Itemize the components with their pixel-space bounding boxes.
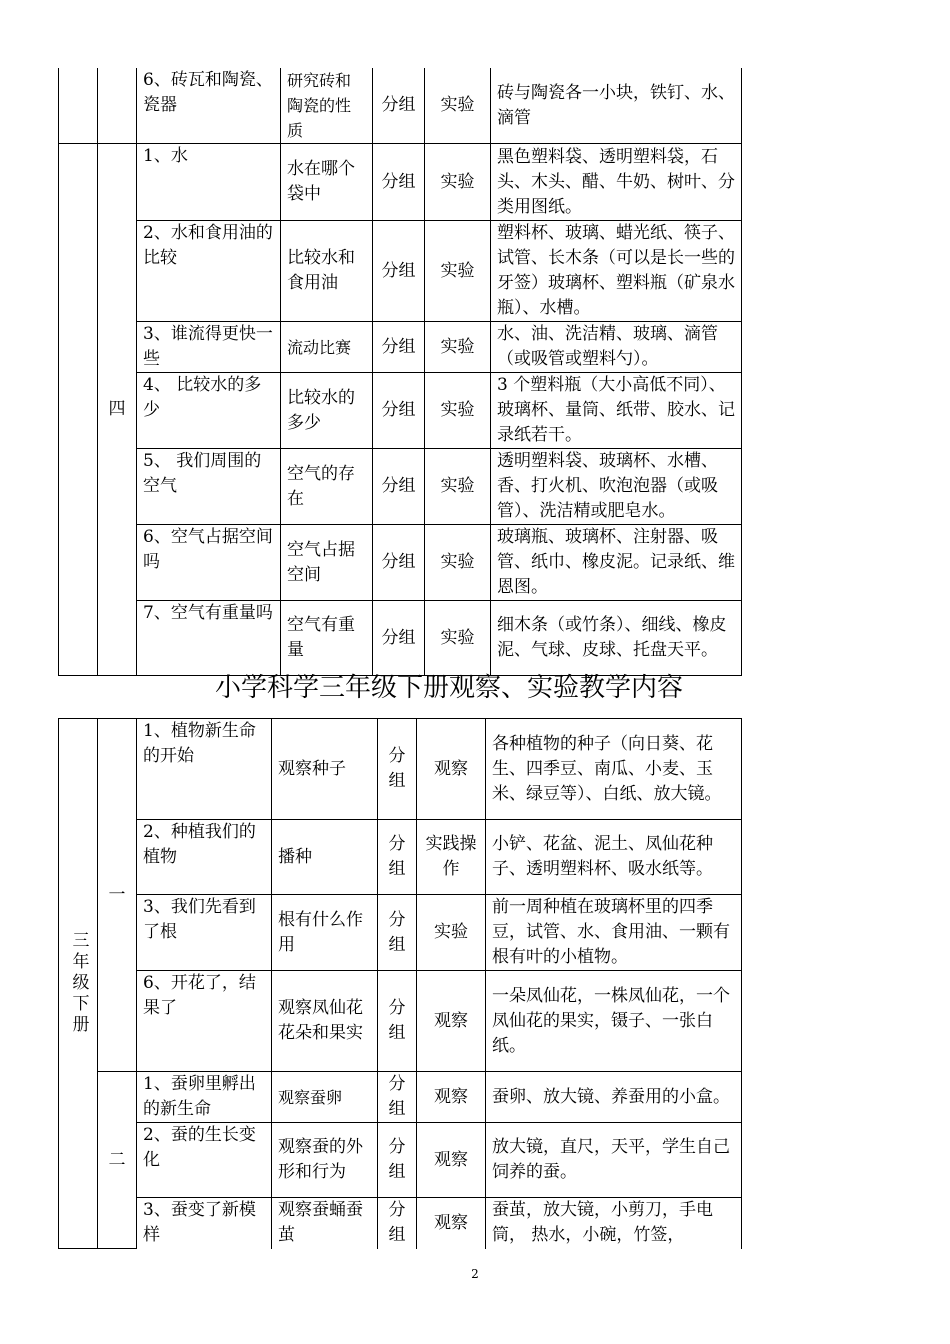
section-title: 小学科学三年级下册观察、实验教学内容 — [215, 673, 684, 703]
lesson-cell: 2、种植我们的植物 — [137, 820, 272, 895]
lesson-cell: 1、水 — [137, 144, 281, 221]
table-row — [59, 373, 742, 449]
table-row — [59, 895, 742, 971]
table-row — [59, 820, 742, 895]
type-cell: 观察 — [417, 1123, 486, 1198]
table-row — [59, 1123, 742, 1198]
content-cell: 空气占据空间 — [281, 525, 373, 601]
materials-cell: 塑料杯、玻璃、蜡光纸、筷子、试管、长木条（可以是长一些的牙签）玻璃杯、塑料瓶（矿泉水瓶）、水槽。 — [491, 221, 742, 322]
type-cell: 实验 — [425, 373, 491, 449]
type-cell: 实验 — [425, 525, 491, 601]
content-cell: 空气有重量 — [281, 601, 373, 676]
materials-cell: 黑色塑料袋、透明塑料袋，石头、木头、醋、牛奶、树叶、分类用图纸。 — [491, 144, 742, 221]
table-row — [59, 971, 742, 1072]
materials-cell: 蚕茧，放大镜，小剪刀，手电筒， 热水，小碗，竹签， — [486, 1198, 742, 1249]
content-cell: 空气的存在 — [281, 449, 373, 525]
type-cell: 观察 — [417, 971, 486, 1072]
lesson-cell: 2、水和食用油的比较 — [137, 221, 281, 322]
form-cell: 分组 — [378, 1072, 417, 1123]
type-cell: 实验 — [425, 68, 491, 144]
grade-label-cell — [59, 719, 98, 1249]
lesson-cell: 5、 我们周围的空气 — [137, 449, 281, 525]
grade-label: 三年级下册 — [68, 931, 89, 1036]
materials-cell: 细木条（或竹条）、细线、橡皮泥、气球、皮球、托盘天平。 — [491, 601, 742, 676]
form-cell: 分组 — [378, 820, 417, 895]
form-cell: 分组 — [373, 373, 425, 449]
grade-cell — [59, 144, 98, 676]
materials-cell: 3 个塑料瓶（大小高低不同）、玻璃杯、量筒、纸带、胶水、记录纸若干。 — [491, 373, 742, 449]
materials-cell: 前一周种植在玻璃杯里的四季豆，试管、水、食用油、一颗有根有叶的小植物。 — [486, 895, 742, 971]
type-cell: 观察 — [417, 1072, 486, 1123]
lesson-cell: 3、我们先看到了根 — [137, 895, 272, 971]
content-cell: 研究砖和陶瓷的性质 — [281, 68, 373, 144]
materials-cell: 玻璃瓶、玻璃杯、注射器、吸管、纸巾、橡皮泥。记录纸、维恩图。 — [491, 525, 742, 601]
form-cell: 分组 — [373, 525, 425, 601]
form-cell: 分组 — [378, 1198, 417, 1249]
lesson-cell: 4、 比较水的多少 — [137, 373, 281, 449]
unit-label: 一 — [98, 719, 137, 1072]
content-cell: 播种 — [272, 820, 378, 895]
table-row — [59, 1198, 742, 1249]
content-cell: 观察凤仙花花朵和果实 — [272, 971, 378, 1072]
content-cell: 观察蚕蛹蚕茧 — [272, 1198, 378, 1249]
page-number: 2 — [471, 1267, 479, 1281]
table-row — [59, 719, 742, 820]
lesson-cell: 6、砖瓦和陶瓷、瓷器 — [137, 68, 281, 144]
content-cell: 观察种子 — [272, 719, 378, 820]
content-cell: 比较水和食用油 — [281, 221, 373, 322]
form-cell: 分组 — [373, 449, 425, 525]
content-cell: 观察蚕的外形和行为 — [272, 1123, 378, 1198]
lesson-cell: 1、植物新生命的开始 — [137, 719, 272, 820]
grade-cell — [59, 68, 98, 144]
form-cell: 分组 — [378, 971, 417, 1072]
type-cell: 实验 — [425, 144, 491, 221]
type-cell: 实践操作 — [417, 820, 486, 895]
type-cell: 实验 — [425, 449, 491, 525]
materials-cell: 蚕卵、放大镜、养蚕用的小盒。 — [486, 1072, 742, 1123]
materials-cell: 放大镜，直尺，天平，学生自己饲养的蚕。 — [486, 1123, 742, 1198]
content-cell: 观察蚕卵 — [272, 1072, 378, 1123]
content-cell: 水在哪个袋中 — [281, 144, 373, 221]
table-row — [59, 144, 742, 221]
content-cell: 流动比赛 — [281, 322, 373, 373]
lesson-cell: 6、开花了，结果了 — [137, 971, 272, 1072]
form-cell: 分组 — [378, 895, 417, 971]
lesson-cell: 2、蚕的生长变化 — [137, 1123, 272, 1198]
type-cell: 观察 — [417, 719, 486, 820]
lesson-cell: 6、空气占据空间吗 — [137, 525, 281, 601]
table-row — [59, 68, 742, 144]
table-row — [59, 322, 742, 373]
table-row — [59, 221, 742, 322]
content-cell: 根有什么作用 — [272, 895, 378, 971]
lesson-cell: 3、蚕变了新模样 — [137, 1198, 272, 1249]
materials-cell: 水、油、洗洁精、玻璃、滴管（或吸管或塑料勺）。 — [491, 322, 742, 373]
upper-table — [58, 68, 742, 676]
form-cell: 分组 — [373, 144, 425, 221]
form-cell: 分组 — [373, 322, 425, 373]
form-cell: 分组 — [378, 1123, 417, 1198]
form-cell: 分组 — [373, 221, 425, 322]
table-row — [59, 601, 742, 676]
lesson-cell: 7、空气有重量吗 — [137, 601, 281, 676]
materials-cell: 各种植物的种子（向日葵、花生、四季豆、南瓜、小麦、玉米、绿豆等）、白纸、放大镜。 — [486, 719, 742, 820]
type-cell: 观察 — [417, 1198, 486, 1249]
type-cell: 实验 — [425, 601, 491, 676]
table-row — [59, 1072, 742, 1123]
materials-cell: 一朵凤仙花，一株凤仙花，一个凤仙花的果实，镊子、一张白纸。 — [486, 971, 742, 1072]
unit-label: 四 — [98, 144, 137, 676]
materials-cell: 小铲、花盆、泥土、凤仙花种子、透明塑料杯、吸水纸等。 — [486, 820, 742, 895]
type-cell: 实验 — [425, 322, 491, 373]
form-cell: 分组 — [373, 68, 425, 144]
lower-table — [58, 718, 742, 1249]
form-cell: 分组 — [373, 601, 425, 676]
lesson-cell: 1、蚕卵里孵出的新生命 — [137, 1072, 272, 1123]
type-cell: 实验 — [417, 895, 486, 971]
materials-cell: 透明塑料袋、玻璃杯、水槽、香、打火机、吹泡泡器（或吸管）、洗洁精或肥皂水。 — [491, 449, 742, 525]
table-row — [59, 525, 742, 601]
form-cell: 分组 — [378, 719, 417, 820]
content-cell: 比较水的多少 — [281, 373, 373, 449]
type-cell: 实验 — [425, 221, 491, 322]
materials-cell: 砖与陶瓷各一小块，铁钉、水、滴管 — [491, 68, 742, 144]
unit-label: 二 — [98, 1072, 137, 1249]
unit-cell — [98, 68, 137, 144]
table-row — [59, 449, 742, 525]
lesson-cell: 3、谁流得更快一些 — [137, 322, 281, 373]
